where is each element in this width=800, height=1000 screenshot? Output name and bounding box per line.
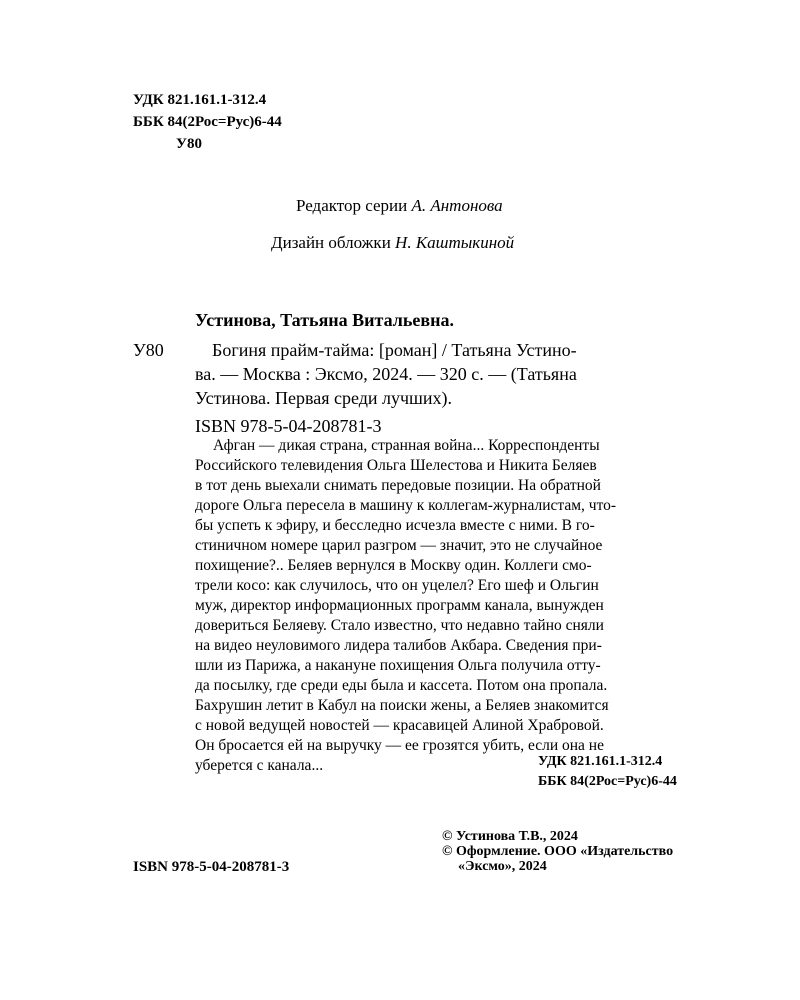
cover-design-name: Н. Каштыкиной: [395, 233, 515, 252]
cover-design-credit: [271, 232, 514, 254]
record-author-mark: У80: [133, 340, 164, 360]
annotation-line: Он бросается ей на выручку — ее грозятся убить, если она не: [195, 737, 604, 754]
annotation-line: шли из Парижа, а накануне похищения Ольга получила отту-: [195, 657, 601, 674]
annotation-line: с новой ведущей новостей — красавицей Алиной Храбровой.: [195, 717, 604, 734]
cover-design-label: Дизайн обложки: [271, 233, 396, 252]
record-title-line: ва. — Москва : Эксмо, 2024. — 320 с. — (Татьяна: [195, 364, 577, 384]
record-title-line: Устинова. Первая среди лучших).: [195, 388, 453, 408]
record-title-line: Богиня прайм-тайма: [роман] / Татьяна Устино-: [212, 340, 577, 360]
annotation-line: муж, директор информационных программ канала, вынужден: [195, 597, 604, 614]
bbk-code: ББК 84(2Рос=Рус)6-44: [538, 774, 677, 789]
annotation-line: Афган — дикая страна, странная война... Корреспонденты: [213, 437, 600, 454]
series-editor-credit: [296, 195, 503, 217]
copyright-line: © Устинова Т.В., 2024: [442, 829, 578, 844]
annotation-line: Бахрушин летит в Кабул на поиски жены, а Беляев знакомится: [195, 697, 609, 714]
series-editor-label: Редактор серии: [296, 196, 412, 215]
bbk-code: ББК 84(2Рос=Рус)6-44: [133, 114, 282, 130]
annotation-line: бы успеть к эфиру, и бесследно исчезла вместе с ними. В го-: [195, 517, 595, 534]
series-editor-name: А. Антонова: [411, 196, 503, 215]
copyright-line: © Оформление. ООО «Издательство: [442, 844, 674, 859]
annotation-line: дороге Ольга пересела в машину к коллегам-журналистам, что-: [195, 497, 617, 514]
annotation-line: Российского телевидения Ольга Шелестова и Никита Беляев: [195, 457, 597, 474]
annotation-line: довериться Беляеву. Стало известно, что недавно тайно сняли: [195, 617, 604, 634]
annotation-line: в тот день выехали снимать передовые позиции. На обратной: [195, 477, 601, 494]
udk-code: УДК 821.161.1-312.4: [133, 92, 267, 108]
annotation-line: стиничном номере царил разгром — значит, это не случайное: [195, 537, 603, 554]
annotation-line: на видео неуловимого лидера талибов Акбара. Сведения при-: [195, 637, 602, 654]
author-mark: У80: [176, 136, 203, 152]
annotation-line: похищение?.. Беляев вернулся в Москву один. Коллеги смо-: [195, 557, 592, 574]
author-heading: Устинова, Татьяна Витальевна.: [195, 310, 454, 330]
annotation-line: уберется с канала...: [195, 757, 324, 774]
udk-code: УДК 821.161.1-312.4: [538, 754, 663, 769]
record-isbn: ISBN 978-5-04-208781-3: [195, 416, 382, 436]
copyright-line: «Эксмо», 2024: [458, 859, 547, 874]
annotation-line: да посылку, где среди еды была и кассета. Потом она пропала.: [195, 677, 608, 694]
isbn-footer: ISBN 978-5-04-208781-3: [133, 859, 290, 875]
annotation-line: трели косо: как случилось, что он уцелел? Его шеф и Ольгин: [195, 577, 599, 594]
